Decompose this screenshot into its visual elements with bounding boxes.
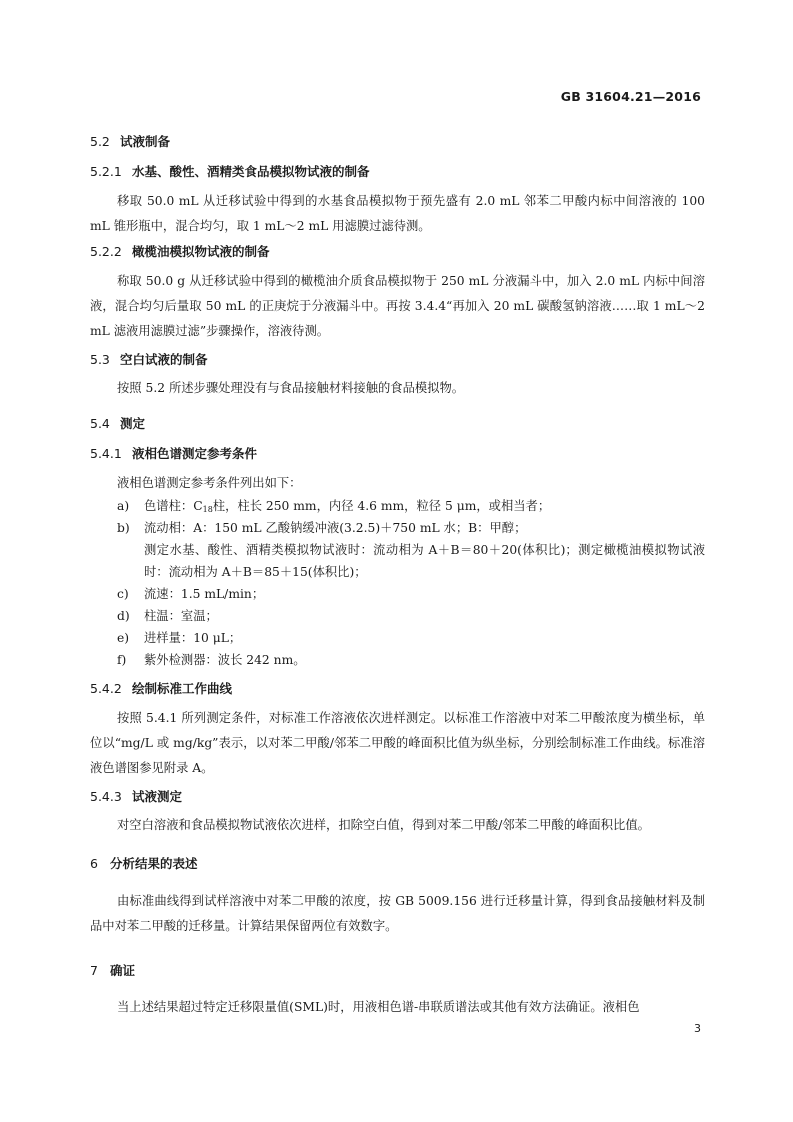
section-heading-5-2-1: 5.2.1 水基、酸性、酒精类食品模拟物试液的制备 — [90, 164, 370, 179]
paragraph-7: 当上述结果超过特定迁移限量值(SML)时，用液相色谱-串联质谱法或其他有效方法确证。液相色 — [117, 1000, 640, 1014]
page-number: 3 — [694, 1022, 701, 1035]
section-heading-5-4-3: 5.4.3 试液测定 — [90, 789, 183, 804]
list-item-b: b) 流动相：A：150 mL 乙酸钠缓冲液(3.2.5)＋750 mL 水；B：甲醇； — [117, 521, 527, 535]
list-item-a: a) 色谱柱：$C_{18}$柱，柱长 250 mm，内径 4.6 mm，粒径 5 μm，或相当者； — [117, 499, 551, 514]
list-item-e: e) 进样量：10 μL； — [117, 631, 242, 645]
section-heading-5-2: 5.2 试液制备 — [90, 134, 171, 149]
paragraph-5-4-3: 对空白溶液和食品模拟物试液依次进样，扣除空白值，得到对苯二甲酸/邻苯二甲酸的峰面积比值。 — [117, 818, 650, 832]
section-heading-5-4-2: 5.4.2 绘制标准工作曲线 — [90, 681, 233, 696]
paragraph-5-2-2: 称取 50.0 g 从迁移试验中得到的橄榄油介质食品模拟物于 250 mL 分液漏斗中，加入 2.0 mL 内标中间溶液，混合均匀后量取 50 mL 的正庚烷于分液漏斗中。再按 3.4.4“再加入 20 mL 碳酸氢钠溶液……取 1 mL～2 mL 滤液用滤膜过滤”步骤操作，溶液待测。 — [90, 274, 705, 338]
list-item-d: d) 柱温：室温； — [117, 609, 218, 623]
paragraph-5-4-1-intro: 液相色谱测定参考条件列出如下： — [117, 476, 302, 490]
paragraph-5-4-2: 按照 5.4.1 所列测定条件，对标准工作溶液依次进样测定。以标准工作溶液中对苯二甲酸浓度为横坐标，单位以“mg/L 或 mg/kg”表示，以对苯二甲酸/邻苯二甲酸的峰面积比值为纵坐标，分别绘制标准工作曲线。标准溶液色谱图参见附录 A。 — [90, 711, 705, 775]
section-heading-5-4: 5.4 测定 — [90, 416, 146, 431]
section-heading-6: 6 分析结果的表述 — [90, 856, 198, 871]
paragraph-5-3: 按照 5.2 所述步骤处理没有与食品接触材料接触的食品模拟物。 — [117, 381, 465, 395]
list-item-f: f) 紫外检测器：波长 242 nm。 — [117, 653, 306, 667]
standard-number: GB 31604.21—2016 — [560, 89, 701, 104]
paragraph-5-2-1: 移取 50.0 mL 从迁移试验中得到的水基食品模拟物于预先盛有 2.0 mL 邻苯二甲酸内标中间溶液的 100 mL 锥形瓶中，混合均匀，取 1 mL～2 mL 用滤膜过滤待测。 — [90, 194, 705, 233]
paragraph-6: 由标准曲线得到试样溶液中对苯二甲酸的浓度，按 GB 5009.156 进行迁移量计算，得到食品接触材料及制品中对苯二甲酸的迁移量。计算结果保留两位有效数字。 — [90, 894, 705, 933]
section-heading-5-3: 5.3 空白试液的制备 — [90, 352, 208, 367]
section-heading-5-4-1: 5.4.1 液相色谱测定参考条件 — [90, 446, 258, 461]
section-heading-5-2-2: 5.2.2 橄榄油模拟物试液的制备 — [90, 244, 270, 259]
list-item-b-continuation: 测定水基、酸性、酒精类模拟物试液时：流动相为 A＋B＝80＋20(体积比)；测定橄榄油模拟物试液时：流动相为 A＋B＝85＋15(体积比)； — [144, 543, 705, 579]
section-heading-7: 7 确证 — [90, 963, 136, 978]
list-item-c: c) 流速：1.5 mL/min； — [117, 587, 265, 601]
